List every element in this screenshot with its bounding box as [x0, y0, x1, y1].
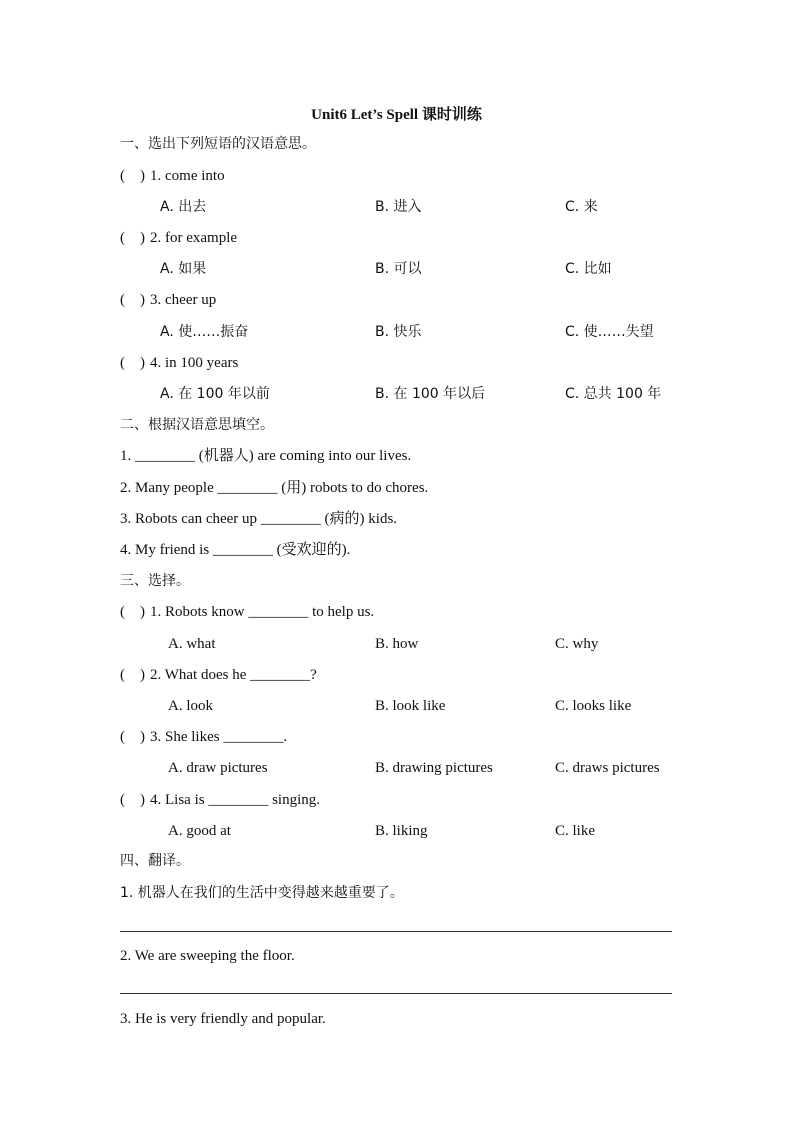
question-stem: 1. come into — [150, 168, 225, 184]
s1-q4-option-c: C. 总共 100 年 — [565, 386, 662, 402]
s3-q1-option-a: A. what — [168, 636, 216, 652]
s1-question-4 — [120, 353, 238, 373]
s3-q3-option-b: B. drawing pictures — [375, 760, 493, 776]
answer-line-1[interactable] — [120, 931, 672, 932]
s1-q3-option-c: C. 使……失望 — [565, 324, 654, 340]
section-3-heading: 三、选择。 — [120, 573, 190, 589]
answer-paren[interactable]: ( ) — [120, 792, 145, 808]
s1-question-3 — [120, 290, 216, 310]
answer-paren[interactable]: ( ) — [120, 604, 145, 620]
question-stem: 2. for example — [150, 230, 238, 246]
s1-q1-option-a: A. 出去 — [160, 199, 207, 215]
question-stem: 3. She likes ________. — [150, 729, 288, 745]
s3-question-3 — [120, 727, 287, 747]
s4-item-3: 3. He is very friendly and popular. — [120, 1011, 326, 1027]
answer-paren[interactable]: ( ) — [120, 230, 145, 246]
s1-q2-option-c: C. 比如 — [565, 261, 612, 277]
s3-q1-option-b: B. how — [375, 636, 419, 652]
s3-q4-option-a: A. good at — [168, 823, 231, 839]
s3-q1-option-c: C. why — [555, 636, 599, 652]
answer-paren[interactable]: ( ) — [120, 729, 145, 745]
s3-q3-option-a: A. draw pictures — [168, 760, 268, 776]
s2-item-1: 1. ________ (机器人) are coming into our lives. — [120, 448, 412, 464]
question-stem: 4. Lisa is ________ singing. — [150, 792, 321, 808]
answer-line-2[interactable] — [120, 993, 672, 994]
question-stem: 3. cheer up — [150, 292, 217, 308]
question-stem: 4. in 100 years — [150, 355, 239, 371]
question-stem: 1. Robots know ________ to help us. — [150, 604, 375, 620]
s1-q1-option-b: B. 进入 — [375, 199, 422, 215]
answer-paren[interactable]: ( ) — [120, 667, 145, 683]
s3-q4-option-c: C. like — [555, 823, 595, 839]
s1-question-2 — [120, 228, 237, 248]
s1-q1-option-c: C. 来 — [565, 199, 598, 215]
s1-q4-option-b: B. 在 100 年以后 — [375, 386, 486, 402]
s1-question-1 — [120, 166, 225, 186]
s2-item-2: 2. Many people ________ (用) robots to do chores. — [120, 480, 429, 496]
s1-q4-option-a: A. 在 100 年以前 — [160, 386, 270, 402]
s1-q2-option-b: B. 可以 — [375, 261, 422, 277]
s3-q2-option-c: C. looks like — [555, 698, 632, 714]
s1-q2-option-a: A. 如果 — [160, 261, 207, 277]
answer-paren[interactable]: ( ) — [120, 168, 145, 184]
section-4-heading: 四、翻译。 — [120, 853, 190, 869]
s1-q3-option-b: B. 快乐 — [375, 324, 422, 340]
s2-item-3: 3. Robots can cheer up ________ (病的) kids. — [120, 511, 398, 527]
answer-paren[interactable]: ( ) — [120, 292, 145, 308]
s2-item-4: 4. My friend is ________ (受欢迎的). — [120, 542, 351, 558]
s4-item-1: 1. 机器人在我们的生活中变得越来越重要了。 — [120, 885, 404, 901]
s3-q4-option-b: B. liking — [375, 823, 428, 839]
section-1-heading: 一、选出下列短语的汉语意思。 — [120, 136, 316, 152]
question-stem: 2. What does he ________? — [150, 667, 317, 683]
s3-q2-option-a: A. look — [168, 698, 213, 714]
s1-q3-option-a: A. 使……振奋 — [160, 324, 249, 340]
section-2-heading: 二、根据汉语意思填空。 — [120, 417, 274, 433]
s3-question-2 — [120, 665, 317, 685]
s3-question-1 — [120, 602, 374, 622]
s4-item-2: 2. We are sweeping the floor. — [120, 948, 295, 964]
s3-q2-option-b: B. look like — [375, 698, 446, 714]
page-title: Unit6 Let’s Spell 课时训练 — [311, 107, 482, 123]
answer-paren[interactable]: ( ) — [120, 355, 145, 371]
s3-question-4 — [120, 790, 320, 810]
s3-q3-option-c: C. draws pictures — [555, 760, 660, 776]
